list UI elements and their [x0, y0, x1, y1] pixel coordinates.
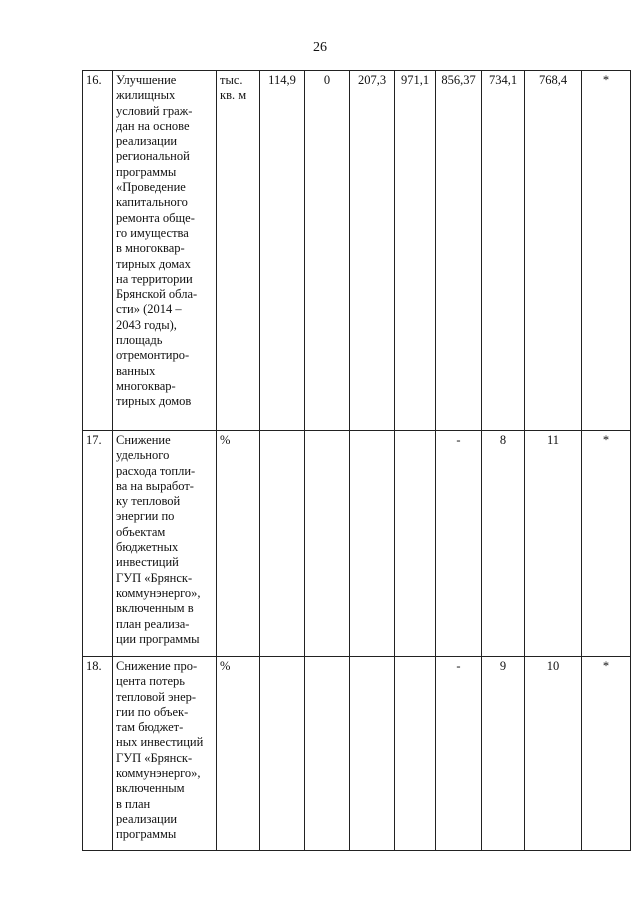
description-line: коммунэнерго», [116, 766, 201, 781]
note-mark: * [582, 657, 631, 851]
description-line: расхода топли- [116, 463, 196, 478]
description-line: энергии по [116, 509, 175, 524]
indicator-table [82, 70, 631, 851]
description-line: реализации [116, 134, 178, 149]
unit-line: % [220, 659, 231, 673]
row-number: 18. [83, 657, 113, 851]
row-number: 16. [83, 71, 113, 431]
description-line: отремонтиро- [116, 348, 190, 363]
unit-line: кв. м [220, 88, 247, 103]
description-line: коммунэнерго», [116, 585, 201, 600]
description-line: программы [116, 164, 177, 179]
unit-line: тыс. [220, 73, 243, 87]
table-row [83, 657, 631, 851]
description-line: ку тепловой [116, 494, 181, 509]
description-line: объектам [116, 524, 166, 539]
description-line: план реализа- [116, 616, 190, 631]
description-line: ГУП «Брянск- [116, 750, 193, 765]
description-line: удельного [116, 448, 170, 463]
page-number: 26 [313, 40, 327, 55]
value-cell [395, 431, 436, 657]
value-cell: 9 [482, 657, 525, 851]
description-line: ванных [116, 363, 156, 378]
description-line: в многоквар- [116, 241, 185, 256]
description-line: Улучшение [116, 73, 177, 87]
value-cell: 10 [525, 657, 582, 851]
description-line: инвестиций [116, 555, 179, 570]
description-line: дан на основе [116, 118, 190, 133]
description-line: тирных домов [116, 394, 192, 409]
row-number: 17. [83, 431, 113, 657]
value-cell [395, 657, 436, 851]
value-cell: 856,37 [436, 71, 482, 431]
description-line: в план [116, 796, 151, 811]
description-line: на территории [116, 271, 193, 286]
table-row [83, 71, 631, 431]
unit-of-measure [217, 431, 260, 657]
value-cell [350, 657, 395, 851]
value-cell: - [436, 431, 482, 657]
description-line: капитального [116, 195, 188, 210]
unit-line: % [220, 433, 231, 447]
description-line: ремонта обще- [116, 210, 195, 225]
description-line: сти» (2014 – [116, 302, 182, 317]
indicator-description [113, 431, 217, 657]
value-cell: 734,1 [482, 71, 525, 431]
description-line: там бюджет- [116, 720, 184, 735]
value-cell: 0 [305, 71, 350, 431]
description-line: го имущества [116, 225, 189, 240]
description-line: гии по объек- [116, 704, 189, 719]
description-line: условий граж- [116, 103, 193, 118]
value-cell: 8 [482, 431, 525, 657]
value-cell [305, 431, 350, 657]
unit-of-measure [217, 657, 260, 851]
value-cell: 114,9 [260, 71, 305, 431]
table-body [83, 71, 631, 851]
description-line: ных инвестиций [116, 735, 204, 750]
description-line: площадь [116, 333, 163, 348]
description-line: региональной [116, 149, 190, 164]
description-line: программы [116, 827, 177, 842]
description-line: ГУП «Брянск- [116, 570, 193, 585]
description-line: бюджетных [116, 540, 179, 555]
value-cell [260, 657, 305, 851]
description-line: цента потерь [116, 674, 185, 689]
value-cell [305, 657, 350, 851]
value-cell: 971,1 [395, 71, 436, 431]
description-line: включенным в [116, 601, 194, 616]
value-cell: - [436, 657, 482, 851]
value-cell: 207,3 [350, 71, 395, 431]
indicator-description [113, 71, 217, 431]
unit-of-measure [217, 71, 260, 431]
indicator-description [113, 657, 217, 851]
note-mark: * [582, 71, 631, 431]
description-line: Снижение [116, 433, 171, 447]
description-line: Снижение про- [116, 659, 198, 673]
description-line: жилищных [116, 88, 176, 103]
value-cell: 11 [525, 431, 582, 657]
description-line: 2043 годы), [116, 317, 177, 332]
description-line: «Проведение [116, 180, 186, 195]
table-row [83, 431, 631, 657]
description-line: ва на выработ- [116, 478, 194, 493]
value-cell [260, 431, 305, 657]
description-line: многоквар- [116, 378, 176, 393]
description-line: Брянской обла- [116, 287, 198, 302]
description-line: включенным [116, 781, 185, 796]
description-line: тирных домах [116, 256, 191, 271]
value-cell: 768,4 [525, 71, 582, 431]
value-cell [350, 431, 395, 657]
description-line: ции программы [116, 631, 200, 646]
note-mark: * [582, 431, 631, 657]
description-line: тепловой энер- [116, 689, 197, 704]
description-line: реализации [116, 811, 178, 826]
